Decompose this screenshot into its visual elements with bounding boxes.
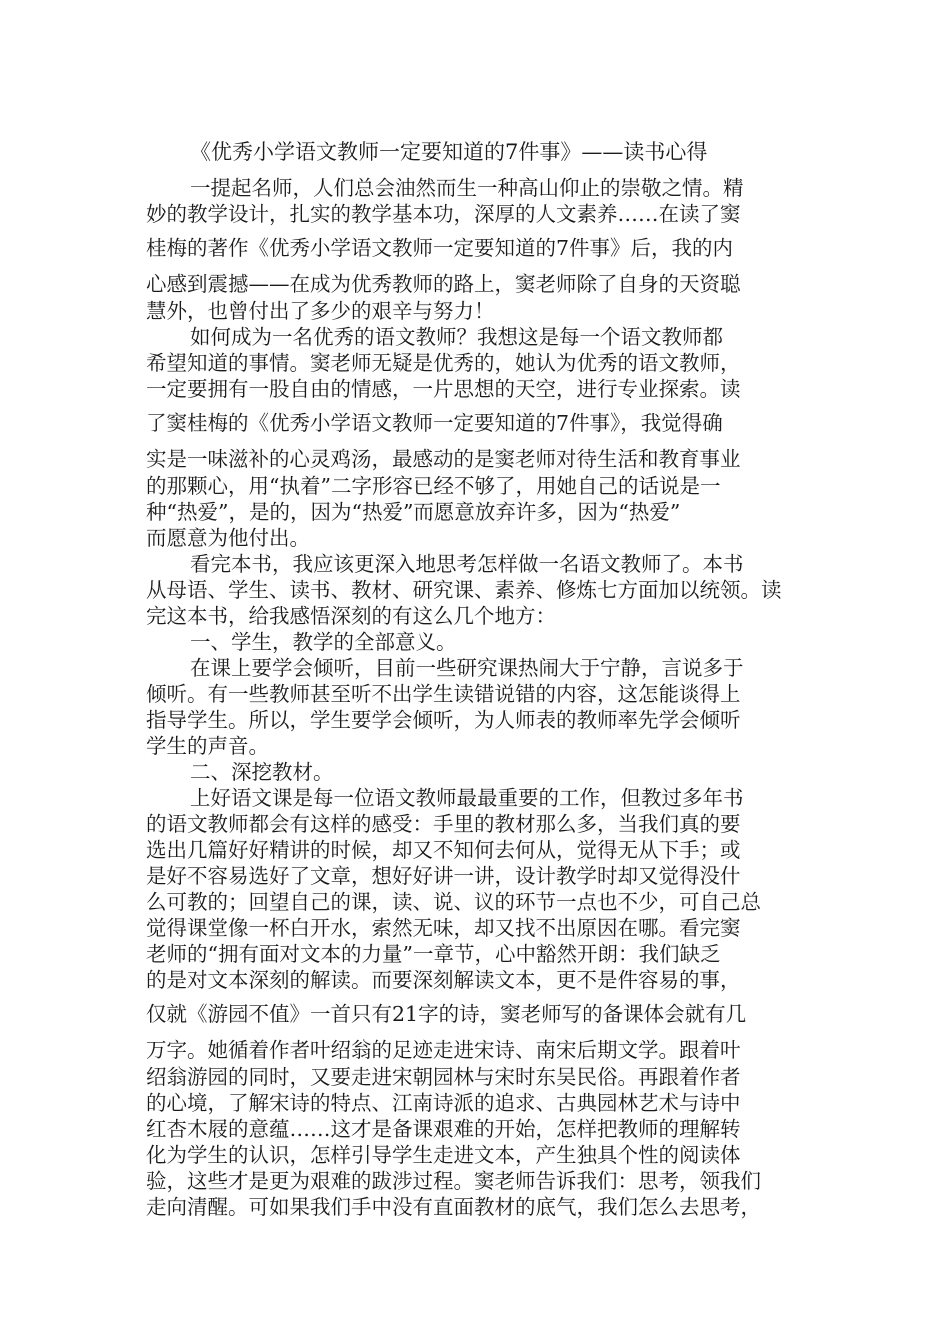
text-line: 慧外，也曾付出了多少的艰辛与努力！: [146, 299, 495, 323]
text-line: 一、学生，教学的全部意义。: [190, 630, 457, 654]
text-line: 万字。她循着作者叶绍翁的足迹走进宋诗、南宋后期文学。跟着叶: [146, 1038, 741, 1062]
text-line: 仅就《游园不值》一首只有21字的诗，窦老师写的备课体会就有几: [146, 1002, 747, 1026]
text-line: 走向清醒。可如果我们手中没有直面教材的底气，我们怎么去思考，: [146, 1195, 761, 1219]
text-line: 老师的“拥有面对文本的力量”一章节，心中豁然开朗：我们缺乏: [146, 942, 721, 966]
document-title: 《优秀小学语文教师一定要知道的7件事》——读书心得: [190, 140, 708, 164]
text-line: 验，这些才是更为艰难的跋涉过程。窦老师告诉我们：思考，领我们: [146, 1169, 761, 1193]
text-line: 一定要拥有一股自由的情感，一片思想的天空，进行专业探索。读: [146, 377, 741, 401]
text-line: 的语文教师都会有这样的感受：手里的教材那么多，当我们真的要: [146, 812, 741, 836]
text-line: 上好语文课是每一位语文教师最最重要的工作，但教过多年书: [190, 786, 744, 810]
text-line: 看完本书，我应该更深入地思考怎样做一名语文教师了。本书: [190, 552, 744, 576]
text-line: 而愿意为他付出。: [146, 526, 310, 550]
text-line: 二、深挖教材。: [190, 760, 334, 784]
text-line: 化为学生的认识，怎样引导学生走进文本，产生独具个性的阅读体: [146, 1143, 741, 1167]
text-line: 么可教的；回望自己的课，读、说、议的环节一点也不少，可自己总: [146, 890, 761, 914]
text-line: 希望知道的事情。窦老师无疑是优秀的，她认为优秀的语文教师，: [146, 351, 741, 375]
text-line: 的心境，了解宋诗的特点、江南诗派的追求、古典园林艺术与诗中: [146, 1091, 741, 1115]
text-line: 实是一味滋补的心灵鸡汤，最感动的是窦老师对待生活和教育事业: [146, 447, 741, 471]
text-line: 如何成为一名优秀的语文教师？我想这是每一个语文教师都: [190, 325, 723, 349]
text-line: 倾听。有一些教师甚至听不出学生读错说错的内容，这怎能谈得上: [146, 682, 741, 706]
text-line: 选出几篇好好精讲的时候，却又不知何去何从，觉得无从下手；或: [146, 838, 741, 862]
text-line: 桂梅的著作《优秀小学语文教师一定要知道的7件事》后，我的内: [146, 236, 734, 260]
text-line: 觉得课堂像一杯白开水，索然无味，却又找不出原因在哪。看完窦: [146, 916, 741, 940]
text-line: 在课上要学会倾听，目前一些研究课热闹大于宁静，言说多于: [190, 656, 744, 680]
text-line: 妙的教学设计，扎实的教学基本功，深厚的人文素养……在读了窦: [146, 202, 741, 226]
text-line: 学生的声音。: [146, 734, 269, 758]
text-line: 的那颗心，用“执着”二字形容已经不够了，用她自己的话说是一: [146, 474, 721, 498]
text-line: 心感到震撼——在成为优秀教师的路上，窦老师除了自身的天资聪: [146, 272, 741, 296]
text-line: 是好不容易选好了文章，想好好讲一讲，设计教学时却又觉得没什: [146, 864, 741, 888]
text-line: 种“热爱”，是的，因为“热爱”而愿意放弃许多，因为“热爱”: [146, 500, 681, 524]
text-line: 绍翁游园的同时，又要走进宋朝园林与宋时东吴民俗。再跟着作者: [146, 1065, 741, 1089]
text-line: 完这本书，给我感悟深刻的有这么几个地方：: [146, 604, 556, 628]
text-line: 了窦桂梅的《优秀小学语文教师一定要知道的7件事》，我觉得确: [146, 411, 723, 435]
text-line: 从母语、学生、读书、教材、研究课、素养、修炼七方面加以统领。读: [146, 578, 782, 602]
text-line: 红杏木屐的意蕴……这才是备课艰难的开始，怎样把教师的理解转: [146, 1117, 741, 1141]
text-line: 的是对文本深刻的解读。而要深刻解读文本，更不是件容易的事，: [146, 968, 741, 992]
text-line: 指导学生。所以，学生要学会倾听，为人师表的教师率先学会倾听: [146, 708, 741, 732]
text-line: 一提起名师，人们总会油然而生一种高山仰止的崇敬之情。精: [190, 176, 744, 200]
